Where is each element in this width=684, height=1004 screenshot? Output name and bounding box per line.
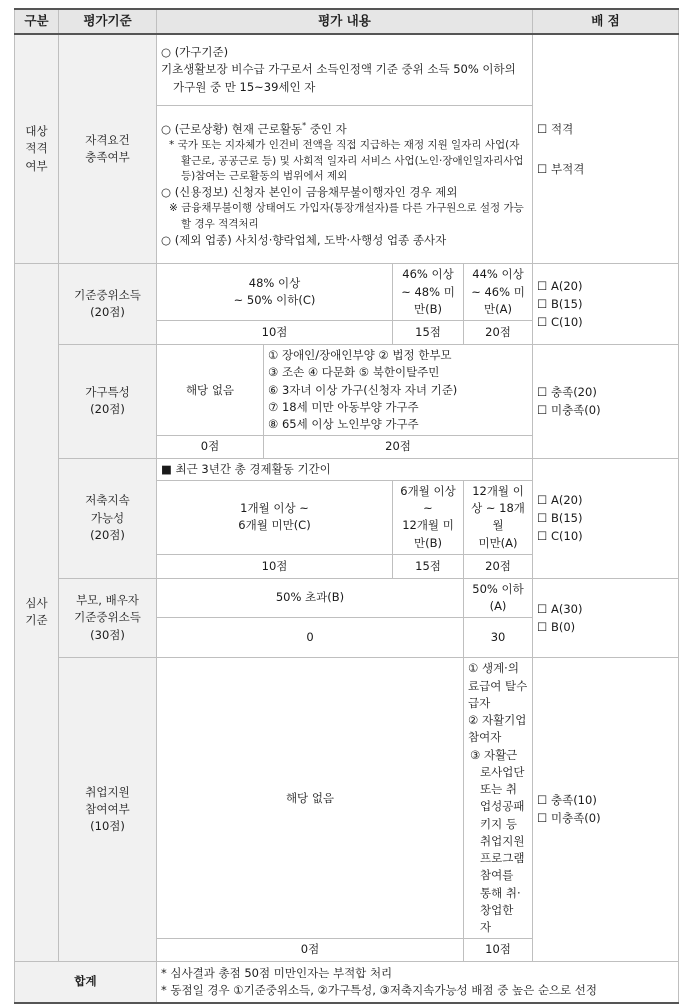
credit-note: ※ 금융채무불이행 상태여도 가입자(통장개설자)를 다른 가구원으로 설정 가능할 경우 적격처리 [169,202,524,230]
income-score-a[interactable]: ☐ A(20) [537,278,583,293]
household-type-item: ⑥ 3자녀 이상 가구(신청자 자녀 기준) [268,382,458,397]
sustain-points-a: 20점 [464,554,533,578]
household-type-list [264,345,533,436]
parent-income-score-b[interactable]: ☐ B(0) [537,620,576,634]
income-points-c: 10점 [157,321,393,345]
household-title: ○ (가구기준) [161,45,229,60]
household-line1: 기초생활보장 비수급 가구로서 소득인정액 기준 중위 소득 50% 이하의 [161,62,516,77]
total-note-2: * 동점일 경우 ①기준중위소득, ②가구특성, ③저축지속가능성 배점 중 높은 순으로 선정 [161,982,598,997]
total-notes [157,961,679,1003]
parent-income-points-b: 0 [157,618,464,658]
parent-income-score [533,578,679,658]
income-range-b-cell: 46% 이상 ~ 48% 미만(B) [393,264,464,321]
eligibility-category: 대상 적격 여부 [15,34,59,264]
household-none: 해당 없음 [157,345,264,436]
employment-none: 해당 없음 [157,658,464,939]
sustain-score-b[interactable]: ☐ B(15) [537,510,583,525]
excluded-industries: ○ (제외 업종) 사치성·향락업체, 도박·사행성 업종 종사자 [161,232,447,247]
household-type-item: ⑧ 65세 이상 노인부양 가구주 [268,417,419,431]
sustain-title: ■ 최근 3년간 총 경제활동 기간이 [157,458,533,480]
employment-score-met[interactable]: ☐ 충족(10) [537,792,597,807]
eligibility-criteria: 자격요건 충족여부 [59,34,157,264]
income-range-c: 48% 이상 ~ 50% 이하(C) [157,264,393,321]
employment-score-unmet[interactable]: ☐ 미충족(0) [537,811,601,826]
household-criteria-cell [157,34,533,106]
household-score-met[interactable]: ☐ 충족(20) [537,384,597,399]
employment-criteria: 취업지원 참여여부 (10점) [59,658,157,961]
work-criteria-cell [157,106,533,264]
header-content: 평가 내용 [157,9,533,34]
sustain-score-c[interactable]: ☐ C(10) [537,529,583,544]
employment-item: ③ 자활근로사업단 또는 취업성공패키지 등 취업지원프로그램 참여를 통해 취·창업한 자 [470,747,525,934]
household-type-item: ③ 조손 ④ 다문화 ⑤ 북한이탈주민 [268,365,440,380]
income-points-a: 20점 [464,321,533,345]
total-label: 합계 [15,961,157,1003]
sustain-range-a: 12개월 이상 ~ 18개월 미만(A) [464,480,533,554]
employment-points-met: 10점 [464,939,533,961]
household-type-criteria: 가구특성 (20점) [59,345,157,459]
credit-rule: ○ (신용정보) 신청자 본인이 금융채무불이행자인 경우 제외 [161,185,458,200]
household-line2: 가구원 중 만 15~39세인 자 [173,79,316,94]
household-score [533,345,679,459]
score-eligible[interactable]: ☐ 적격 [537,121,574,136]
income-score-c[interactable]: ☐ C(10) [537,315,583,330]
sustain-score-a[interactable]: ☐ A(20) [537,492,583,507]
income-range-a: 44% 이상 ~ 46% 미만(A) [464,264,533,321]
header-category: 구분 [15,9,59,34]
household-type-item: ① 장애인/장애인부양 ② 법정 한부모 [268,348,452,362]
sustain-points-b: 15점 [393,554,464,578]
work-title: ○ (근로상황) 현재 근로활동* 중인 자 [161,121,347,137]
sustain-score [533,458,679,578]
household-type-item: ⑦ 18세 미만 아동부양 가구주 [268,399,419,414]
income-score-b[interactable]: ☐ B(15) [537,296,583,311]
parent-income-criteria: 부모, 배우자 기준중위소득 (30점) [59,578,157,658]
evaluation-criteria-table [14,8,679,1004]
work-note: * 국가 또는 지자체가 인건비 전액을 직접 지급하는 재정 지원 일자리 사업(자활근로, 공공근로 등) 및 사회적 일자리 서비스 사업(노인·장애인일자리사업 등)참여는 근로활동의 범위에서 제외 [169,139,524,182]
sustain-range-c: 1개월 이상 ~ 6개월 미만(C) [157,480,393,554]
eligibility-score [533,34,679,264]
score-ineligible[interactable]: ☐ 부적격 [537,162,585,176]
parent-income-range-a: 50% 이하(A) [464,578,533,618]
review-category: 심사 기준 [15,264,59,961]
household-score-unmet[interactable]: ☐ 미충족(0) [537,403,601,418]
sustain-criteria: 저축지속 가능성 (20점) [59,458,157,578]
employment-score [533,658,679,961]
sustain-range-b: 6개월 이상 ~ 12개월 미만(B) [393,480,464,554]
header-score: 배 점 [533,9,679,34]
parent-income-range-b: 50% 초과(B) [157,578,464,618]
household-points-none: 0점 [157,436,264,458]
header-criteria: 평가기준 [59,9,157,34]
income-score [533,264,679,345]
employment-list [464,658,533,939]
parent-income-points-a: 30 [464,618,533,658]
household-points-met: 20점 [264,436,533,458]
employment-points-none: 0점 [157,939,464,961]
total-note-1: * 심사결과 총점 50점 미만인자는 부적합 처리 [161,965,393,980]
employment-item: ① 생계·의료급여 탈수급자 [468,661,528,710]
employment-item: ② 자활기업 참여자 [468,713,527,745]
parent-income-score-a[interactable]: ☐ A(30) [537,601,583,616]
income-criteria: 기준중위소득 (20점) [59,264,157,345]
income-points-b: 15점 [393,321,464,345]
sustain-points-c: 10점 [157,554,393,578]
